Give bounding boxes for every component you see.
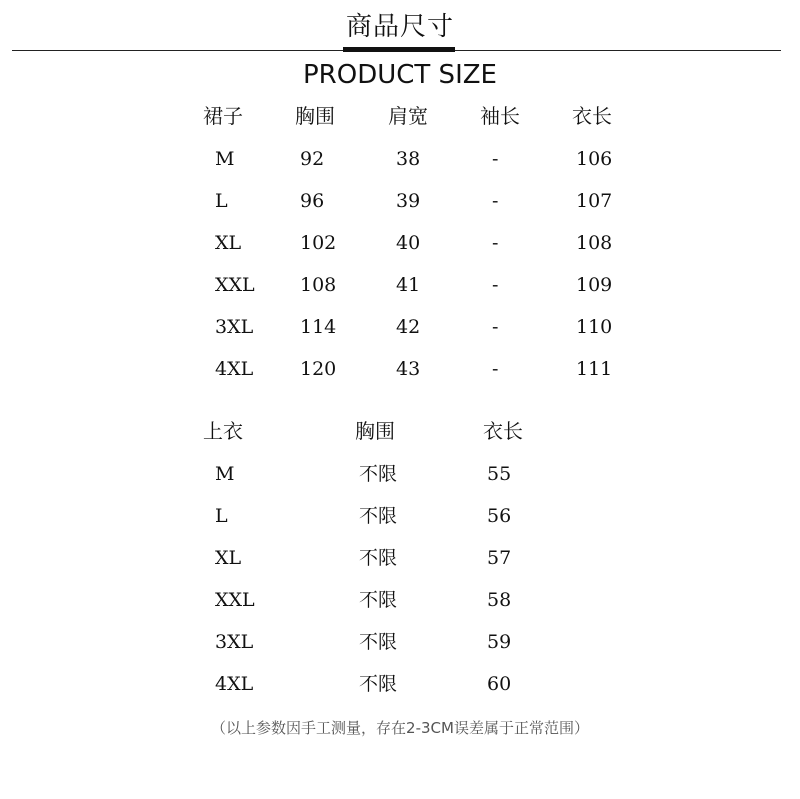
skirt-table-cell: 4XL (215, 358, 254, 380)
top-table-cell: 3XL (215, 631, 254, 653)
skirt-table-cell: L (215, 190, 228, 212)
top-table-cell: 4XL (215, 673, 254, 695)
skirt-table-cell: 40 (396, 232, 421, 254)
top-table-cell: L (215, 505, 228, 527)
skirt-table-cell: 92 (300, 148, 325, 170)
top-table-cell: 56 (487, 505, 512, 527)
skirt-table-cell: 114 (300, 316, 337, 338)
top-table-cell: 59 (487, 631, 512, 653)
skirt-table-cell: XXL (215, 274, 255, 296)
top-table-cell: 55 (487, 463, 512, 485)
top-table-cell: 60 (487, 673, 512, 695)
skirt-table-cell: 120 (300, 358, 337, 380)
skirt-table-header-cell: 裙子 (203, 104, 243, 128)
skirt-table-cell: - (492, 148, 499, 170)
skirt-table-header-cell: 肩宽 (388, 104, 428, 128)
top-table-header-cell: 衣长 (483, 419, 523, 443)
top-table-header-cell: 胸围 (355, 419, 395, 443)
skirt-table-cell: 39 (396, 190, 421, 212)
skirt-table-cell: 96 (300, 190, 325, 212)
top-table-cell: M (215, 463, 235, 485)
skirt-table-cell: 110 (576, 316, 613, 338)
top-table-cell: XXL (215, 589, 255, 611)
skirt-table-cell: M (215, 148, 235, 170)
top-table-cell: 不限 (359, 463, 398, 485)
top-table-header-cell: 上衣 (203, 419, 243, 443)
skirt-table-cell: XL (215, 232, 242, 254)
skirt-table-cell: - (492, 232, 499, 254)
header-accent-bar (343, 47, 455, 52)
top-table-cell: 不限 (359, 505, 398, 527)
skirt-table-cell: - (492, 190, 499, 212)
skirt-table-cell: 102 (300, 232, 337, 254)
skirt-table-cell: 108 (300, 274, 337, 296)
top-table-cell: 不限 (359, 547, 398, 569)
top-table-cell: 不限 (359, 589, 398, 611)
top-table-cell: 57 (487, 547, 512, 569)
skirt-table-cell: 42 (396, 316, 421, 338)
page-subtitle: PRODUCT SIZE (303, 60, 497, 90)
measurement-footnote: （以上参数因手工测量，存在2-3CM误差属于正常范围） (211, 719, 589, 737)
skirt-table-cell: 107 (576, 190, 613, 212)
skirt-table-cell: 111 (576, 358, 613, 380)
top-table-cell: 58 (487, 589, 512, 611)
skirt-table-cell: 43 (396, 358, 421, 380)
skirt-table-cell: 38 (396, 148, 421, 170)
skirt-table-header-cell: 衣长 (572, 104, 612, 128)
top-table-cell: XL (215, 547, 242, 569)
skirt-table-header-cell: 袖长 (480, 104, 520, 128)
top-table-cell: 不限 (359, 673, 398, 695)
skirt-table-header-cell: 胸围 (295, 104, 335, 128)
skirt-table-cell: 109 (576, 274, 613, 296)
skirt-table-cell: - (492, 274, 499, 296)
skirt-table-cell: 41 (396, 274, 421, 296)
skirt-table-cell: - (492, 316, 499, 338)
skirt-table-cell: 108 (576, 232, 613, 254)
skirt-table-cell: 3XL (215, 316, 254, 338)
skirt-table-cell: 106 (576, 148, 613, 170)
page-title: 商品尺寸 (345, 12, 454, 42)
top-table-cell: 不限 (359, 631, 398, 653)
skirt-table-cell: - (492, 358, 499, 380)
